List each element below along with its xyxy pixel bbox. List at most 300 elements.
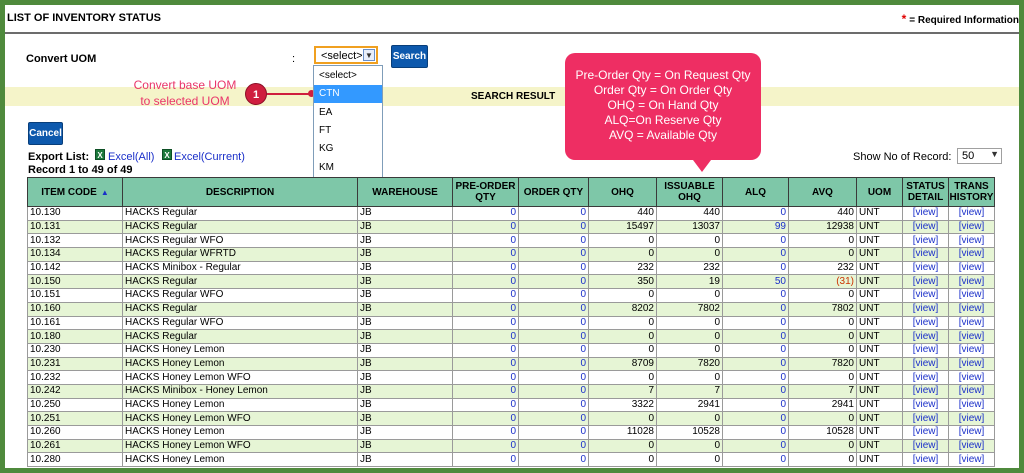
table-row	[28, 398, 995, 412]
cell-ohq: 0	[589, 248, 657, 262]
tooltip-line: AVQ = Available Qty	[609, 128, 717, 142]
cell-uom: UNT	[857, 234, 903, 248]
convert-uom-select[interactable]	[314, 46, 378, 64]
cell-warehouse: JB	[358, 289, 453, 303]
cell-avq: 7820	[789, 357, 857, 371]
cell-order-qty: 0	[519, 234, 589, 248]
cell-ohq: 11028	[589, 426, 657, 440]
cell-ohq: 0	[589, 343, 657, 357]
cell-item-code: 10.160	[28, 302, 123, 316]
status-detail-view-link[interactable]: [view]	[903, 439, 949, 453]
cell-avq: 0	[789, 371, 857, 385]
trans-history-view-link[interactable]: [view]	[949, 234, 995, 248]
table-row	[28, 234, 995, 248]
cell-issuable-ohq: 0	[657, 248, 723, 262]
cell-item-code: 10.130	[28, 207, 123, 221]
cell-item-code: 10.150	[28, 275, 123, 289]
required-star: *	[901, 12, 907, 26]
table-header-row	[28, 178, 995, 207]
cell-avq: 0	[789, 234, 857, 248]
cell-description: HACKS Regular WFO	[123, 289, 358, 303]
col-header-alq[interactable]: ALQ	[723, 178, 789, 207]
cell-alq: 0	[723, 316, 789, 330]
col-header-issuable-ohq[interactable]: ISSUABLE OHQ	[657, 178, 723, 207]
trans-history-view-link[interactable]: [view]	[949, 220, 995, 234]
cell-alq: 0	[723, 343, 789, 357]
cell-alq: 0	[723, 261, 789, 275]
col-header-uom[interactable]: UOM	[857, 178, 903, 207]
trans-history-view-link[interactable]: [view]	[949, 207, 995, 221]
cell-warehouse: JB	[358, 302, 453, 316]
uom-option[interactable]: EA	[319, 106, 333, 118]
callout-annotation	[125, 77, 245, 109]
trans-history-view-link[interactable]: [view]	[949, 412, 995, 426]
cell-pre-order-qty: 0	[453, 261, 519, 275]
cell-ohq: 8709	[589, 357, 657, 371]
callout-number-badge: 1	[245, 83, 267, 105]
uom-option[interactable]: <select>	[319, 70, 357, 81]
qty-legend-tooltip	[565, 53, 761, 160]
cell-alq: 99	[723, 220, 789, 234]
cell-avq: 0	[789, 316, 857, 330]
cell-description: HACKS Regular	[123, 220, 358, 234]
col-header-trans-history: TRANS HISTORY	[949, 178, 995, 207]
cell-ohq: 0	[589, 412, 657, 426]
uom-option[interactable]: FT	[319, 124, 332, 136]
col-header-status-detail: STATUS DETAIL	[903, 178, 949, 207]
cell-pre-order-qty: 0	[453, 357, 519, 371]
cell-description: HACKS Honey Lemon	[123, 453, 358, 467]
cell-avq: 0	[789, 289, 857, 303]
cell-item-code: 10.232	[28, 371, 123, 385]
cell-pre-order-qty: 0	[453, 426, 519, 440]
cell-avq: 232	[789, 261, 857, 275]
status-detail-view-link[interactable]: [view]	[903, 275, 949, 289]
cell-order-qty: 0	[519, 412, 589, 426]
table-row	[28, 207, 995, 221]
trans-history-view-link[interactable]: [view]	[949, 289, 995, 303]
cell-description: HACKS Honey Lemon	[123, 398, 358, 412]
cell-pre-order-qty: 0	[453, 330, 519, 344]
cell-pre-order-qty: 0	[453, 289, 519, 303]
cell-pre-order-qty: 0	[453, 412, 519, 426]
table-row	[28, 343, 995, 357]
cell-avq: (31)	[789, 275, 857, 289]
cell-description: HACKS Regular WFRTD	[123, 248, 358, 262]
cell-ohq: 0	[589, 371, 657, 385]
cell-warehouse: JB	[358, 371, 453, 385]
cell-warehouse: JB	[358, 357, 453, 371]
export-excel-current-link[interactable]: Excel(Current)	[174, 151, 245, 163]
cell-alq: 0	[723, 371, 789, 385]
cell-avq: 7	[789, 384, 857, 398]
cell-warehouse: JB	[358, 412, 453, 426]
cell-uom: UNT	[857, 412, 903, 426]
cell-order-qty: 0	[519, 220, 589, 234]
cell-warehouse: JB	[358, 207, 453, 221]
cell-alq: 0	[723, 412, 789, 426]
sort-ascending-icon[interactable]: ▲	[100, 187, 109, 197]
cell-item-code: 10.251	[28, 412, 123, 426]
trans-history-view-link[interactable]: [view]	[949, 330, 995, 344]
cell-description: HACKS Honey Lemon	[123, 343, 358, 357]
cell-item-code: 10.132	[28, 234, 123, 248]
chevron-down-icon[interactable]: ▼	[363, 49, 375, 61]
cell-description: HACKS Minibox - Honey Lemon	[123, 384, 358, 398]
cell-order-qty: 0	[519, 275, 589, 289]
cell-issuable-ohq: 2941	[657, 398, 723, 412]
tooltip-line: Order Qty = On Order Qty	[593, 83, 733, 97]
cell-order-qty: 0	[519, 248, 589, 262]
search-button[interactable]: Search	[391, 45, 428, 68]
cell-item-code: 10.180	[28, 330, 123, 344]
col-header-item-code[interactable]: ITEM CODE ▲	[28, 178, 123, 207]
trans-history-view-link[interactable]: [view]	[949, 275, 995, 289]
records-per-page-select[interactable]	[957, 148, 1002, 164]
cell-order-qty: 0	[519, 302, 589, 316]
cell-alq: 0	[723, 207, 789, 221]
cell-order-qty: 0	[519, 357, 589, 371]
cell-description: HACKS Honey Lemon WFO	[123, 439, 358, 453]
convert-uom-select-value: <select>	[321, 50, 363, 62]
cell-avq: 0	[789, 248, 857, 262]
cell-item-code: 10.134	[28, 248, 123, 262]
uom-option[interactable]: KM	[319, 161, 334, 173]
col-header-ohq[interactable]: OHQ	[589, 178, 657, 207]
cell-warehouse: JB	[358, 453, 453, 467]
uom-option[interactable]: KG	[319, 143, 334, 155]
required-information-label: = Required Information	[909, 15, 1019, 26]
required-information-note	[902, 12, 1019, 26]
status-detail-view-link[interactable]: [view]	[903, 426, 949, 440]
cell-issuable-ohq: 7820	[657, 357, 723, 371]
cell-pre-order-qty: 0	[453, 453, 519, 467]
cell-issuable-ohq: 0	[657, 453, 723, 467]
cell-pre-order-qty: 0	[453, 220, 519, 234]
trans-history-view-link[interactable]: [view]	[949, 453, 995, 467]
status-detail-view-link[interactable]: [view]	[903, 234, 949, 248]
cell-pre-order-qty: 0	[453, 398, 519, 412]
cell-uom: UNT	[857, 453, 903, 467]
table-row	[28, 289, 995, 303]
trans-history-view-link[interactable]: [view]	[949, 371, 995, 385]
convert-uom-label: Convert UOM	[26, 53, 97, 65]
cell-item-code: 10.242	[28, 384, 123, 398]
cell-alq: 0	[723, 384, 789, 398]
table-row	[28, 412, 995, 426]
trans-history-view-link[interactable]: [view]	[949, 357, 995, 371]
cell-avq: 440	[789, 207, 857, 221]
callout-line-1: Convert base UOM	[133, 78, 237, 92]
status-detail-view-link[interactable]: [view]	[903, 316, 949, 330]
cell-uom: UNT	[857, 439, 903, 453]
cell-uom: UNT	[857, 343, 903, 357]
tooltip-line: OHQ = On Hand Qty	[607, 98, 719, 112]
cell-issuable-ohq: 0	[657, 371, 723, 385]
cell-order-qty: 0	[519, 398, 589, 412]
cell-avq: 0	[789, 453, 857, 467]
trans-history-view-link[interactable]: [view]	[949, 384, 995, 398]
cell-warehouse: JB	[358, 316, 453, 330]
cell-ohq: 8202	[589, 302, 657, 316]
status-detail-view-link[interactable]: [view]	[903, 220, 949, 234]
cell-uom: UNT	[857, 357, 903, 371]
cell-avq: 0	[789, 439, 857, 453]
tooltip-line: ALQ=On Reserve Qty	[604, 113, 722, 127]
status-detail-view-link[interactable]: [view]	[903, 261, 949, 275]
cell-item-code: 10.161	[28, 316, 123, 330]
cell-ohq: 3322	[589, 398, 657, 412]
table-row	[28, 275, 995, 289]
cell-warehouse: JB	[358, 330, 453, 344]
trans-history-view-link[interactable]: [view]	[949, 343, 995, 357]
cell-pre-order-qty: 0	[453, 234, 519, 248]
table-row	[28, 248, 995, 262]
cell-item-code: 10.250	[28, 398, 123, 412]
cell-pre-order-qty: 0	[453, 384, 519, 398]
cell-description: HACKS Honey Lemon	[123, 426, 358, 440]
cell-warehouse: JB	[358, 261, 453, 275]
cell-ohq: 0	[589, 330, 657, 344]
cell-item-code: 10.280	[28, 453, 123, 467]
col-header-order-qty[interactable]: ORDER QTY	[519, 178, 589, 207]
status-detail-view-link[interactable]: [view]	[903, 330, 949, 344]
cell-item-code: 10.230	[28, 343, 123, 357]
cell-description: HACKS Honey Lemon WFO	[123, 412, 358, 426]
cell-pre-order-qty: 0	[453, 439, 519, 453]
cell-description: HACKS Regular WFO	[123, 316, 358, 330]
tooltip-pointer	[693, 160, 711, 172]
cell-item-code: 10.151	[28, 289, 123, 303]
cell-avq: 10528	[789, 426, 857, 440]
cell-issuable-ohq: 7802	[657, 302, 723, 316]
table-row	[28, 426, 995, 440]
cell-pre-order-qty: 0	[453, 343, 519, 357]
status-detail-view-link[interactable]: [view]	[903, 371, 949, 385]
cell-ohq: 15497	[589, 220, 657, 234]
cell-alq: 0	[723, 330, 789, 344]
cell-issuable-ohq: 0	[657, 234, 723, 248]
cell-warehouse: JB	[358, 234, 453, 248]
cell-description: HACKS Honey Lemon	[123, 357, 358, 371]
status-detail-view-link[interactable]: [view]	[903, 384, 949, 398]
cell-issuable-ohq: 0	[657, 343, 723, 357]
cell-issuable-ohq: 0	[657, 330, 723, 344]
cell-pre-order-qty: 0	[453, 371, 519, 385]
cell-alq: 0	[723, 302, 789, 316]
cell-order-qty: 0	[519, 453, 589, 467]
cell-item-code: 10.131	[28, 220, 123, 234]
chevron-down-icon[interactable]: ▼	[990, 149, 999, 159]
cell-issuable-ohq: 232	[657, 261, 723, 275]
cell-issuable-ohq: 0	[657, 439, 723, 453]
cell-description: HACKS Regular	[123, 330, 358, 344]
cell-alq: 0	[723, 234, 789, 248]
inventory-table-body	[28, 207, 995, 467]
record-count: Record 1 to 49 of 49	[28, 164, 133, 176]
cell-item-code: 10.231	[28, 357, 123, 371]
title-bar	[5, 5, 1019, 34]
cell-ohq: 0	[589, 234, 657, 248]
cell-avq: 2941	[789, 398, 857, 412]
cell-alq: 0	[723, 439, 789, 453]
cell-order-qty: 0	[519, 426, 589, 440]
cell-issuable-ohq: 0	[657, 316, 723, 330]
table-row	[28, 384, 995, 398]
cell-alq: 50	[723, 275, 789, 289]
trans-history-view-link[interactable]: [view]	[949, 302, 995, 316]
show-records-label: Show No of Record:	[853, 151, 952, 163]
cancel-button[interactable]: Cancel	[28, 122, 63, 145]
trans-history-view-link[interactable]: [view]	[949, 261, 995, 275]
cell-uom: UNT	[857, 275, 903, 289]
cell-ohq: 0	[589, 439, 657, 453]
cell-order-qty: 0	[519, 371, 589, 385]
cell-alq: 0	[723, 248, 789, 262]
table-row	[28, 261, 995, 275]
table-row	[28, 316, 995, 330]
col-header-avq[interactable]: AVQ	[789, 178, 857, 207]
status-detail-view-link[interactable]: [view]	[903, 248, 949, 262]
export-excel-all-link[interactable]: Excel(All)	[108, 151, 155, 163]
cell-order-qty: 0	[519, 261, 589, 275]
trans-history-view-link[interactable]: [view]	[949, 426, 995, 440]
cell-avq: 0	[789, 412, 857, 426]
cell-pre-order-qty: 0	[453, 275, 519, 289]
status-detail-view-link[interactable]: [view]	[903, 343, 949, 357]
table-row	[28, 371, 995, 385]
status-detail-view-link[interactable]: [view]	[903, 453, 949, 467]
col-header-description[interactable]: DESCRIPTION	[123, 178, 358, 207]
cell-warehouse: JB	[358, 426, 453, 440]
convert-uom-colon: :	[292, 53, 296, 65]
cell-alq: 0	[723, 426, 789, 440]
cell-warehouse: JB	[358, 384, 453, 398]
cell-uom: UNT	[857, 261, 903, 275]
cell-description: HACKS Honey Lemon WFO	[123, 371, 358, 385]
cell-description: HACKS Regular	[123, 207, 358, 221]
table-row	[28, 302, 995, 316]
status-detail-view-link[interactable]: [view]	[903, 302, 949, 316]
tooltip-line: Pre-Order Qty = On Request Qty	[575, 68, 751, 82]
trans-history-view-link[interactable]: [view]	[949, 398, 995, 412]
search-result-label: SEARCH RESULT	[471, 91, 556, 102]
table-row	[28, 439, 995, 453]
cell-uom: UNT	[857, 289, 903, 303]
cell-order-qty: 0	[519, 207, 589, 221]
cell-avq: 7802	[789, 302, 857, 316]
cell-ohq: 7	[589, 384, 657, 398]
col-header-warehouse[interactable]: WAREHOUSE	[358, 178, 453, 207]
inventory-table	[27, 177, 995, 467]
uom-option[interactable]: CTN	[314, 85, 382, 103]
cell-order-qty: 0	[519, 316, 589, 330]
cell-alq: 0	[723, 289, 789, 303]
cell-issuable-ohq: 7	[657, 384, 723, 398]
cell-item-code: 10.260	[28, 426, 123, 440]
cell-issuable-ohq: 0	[657, 289, 723, 303]
status-detail-view-link[interactable]: [view]	[903, 289, 949, 303]
cell-pre-order-qty: 0	[453, 207, 519, 221]
cell-warehouse: JB	[358, 343, 453, 357]
cell-description: HACKS Regular WFO	[123, 234, 358, 248]
cell-uom: UNT	[857, 302, 903, 316]
cell-uom: UNT	[857, 220, 903, 234]
status-detail-view-link[interactable]: [view]	[903, 207, 949, 221]
callout-pointer-line	[267, 93, 311, 95]
cell-avq: 12938	[789, 220, 857, 234]
cell-ohq: 350	[589, 275, 657, 289]
cell-avq: 0	[789, 330, 857, 344]
cell-order-qty: 0	[519, 384, 589, 398]
cell-avq: 0	[789, 343, 857, 357]
cell-order-qty: 0	[519, 330, 589, 344]
cell-warehouse: JB	[358, 275, 453, 289]
cell-alq: 0	[723, 357, 789, 371]
cell-ohq: 0	[589, 289, 657, 303]
cell-item-code: 10.142	[28, 261, 123, 275]
inventory-status-page	[5, 5, 1019, 468]
excel-icon[interactable]: X	[162, 149, 172, 160]
cell-pre-order-qty: 0	[453, 316, 519, 330]
cell-issuable-ohq: 10528	[657, 426, 723, 440]
cell-uom: UNT	[857, 248, 903, 262]
cell-uom: UNT	[857, 330, 903, 344]
table-row	[28, 357, 995, 371]
cell-uom: UNT	[857, 207, 903, 221]
cell-description: HACKS Minibox - Regular	[123, 261, 358, 275]
cell-description: HACKS Regular	[123, 275, 358, 289]
callout-line-2: to selected UOM	[140, 94, 230, 108]
cell-issuable-ohq: 440	[657, 207, 723, 221]
cell-uom: UNT	[857, 371, 903, 385]
cell-warehouse: JB	[358, 248, 453, 262]
cell-description: HACKS Regular	[123, 302, 358, 316]
cell-alq: 0	[723, 398, 789, 412]
cell-item-code: 10.261	[28, 439, 123, 453]
cell-ohq: 0	[589, 453, 657, 467]
cell-warehouse: JB	[358, 439, 453, 453]
cell-warehouse: JB	[358, 398, 453, 412]
table-row	[28, 220, 995, 234]
page-title: LIST OF INVENTORY STATUS	[7, 12, 162, 24]
status-detail-view-link[interactable]: [view]	[903, 357, 949, 371]
cell-issuable-ohq: 13037	[657, 220, 723, 234]
col-header-pre-order-qty[interactable]: PRE-ORDER QTY	[453, 178, 519, 207]
trans-history-view-link[interactable]: [view]	[949, 439, 995, 453]
cell-issuable-ohq: 19	[657, 275, 723, 289]
cell-order-qty: 0	[519, 289, 589, 303]
cell-ohq: 232	[589, 261, 657, 275]
cell-pre-order-qty: 0	[453, 302, 519, 316]
cell-order-qty: 0	[519, 343, 589, 357]
cell-pre-order-qty: 0	[453, 248, 519, 262]
cell-uom: UNT	[857, 316, 903, 330]
cell-ohq: 440	[589, 207, 657, 221]
status-detail-view-link[interactable]: [view]	[903, 398, 949, 412]
records-per-page-value: 50	[962, 150, 975, 162]
excel-icon[interactable]: X	[95, 149, 105, 160]
trans-history-view-link[interactable]: [view]	[949, 248, 995, 262]
trans-history-view-link[interactable]: [view]	[949, 316, 995, 330]
table-row	[28, 453, 995, 467]
cell-order-qty: 0	[519, 439, 589, 453]
cell-uom: UNT	[857, 384, 903, 398]
cell-alq: 0	[723, 453, 789, 467]
table-row	[28, 330, 995, 344]
status-detail-view-link[interactable]: [view]	[903, 412, 949, 426]
export-list-label: Export List:	[28, 151, 90, 163]
